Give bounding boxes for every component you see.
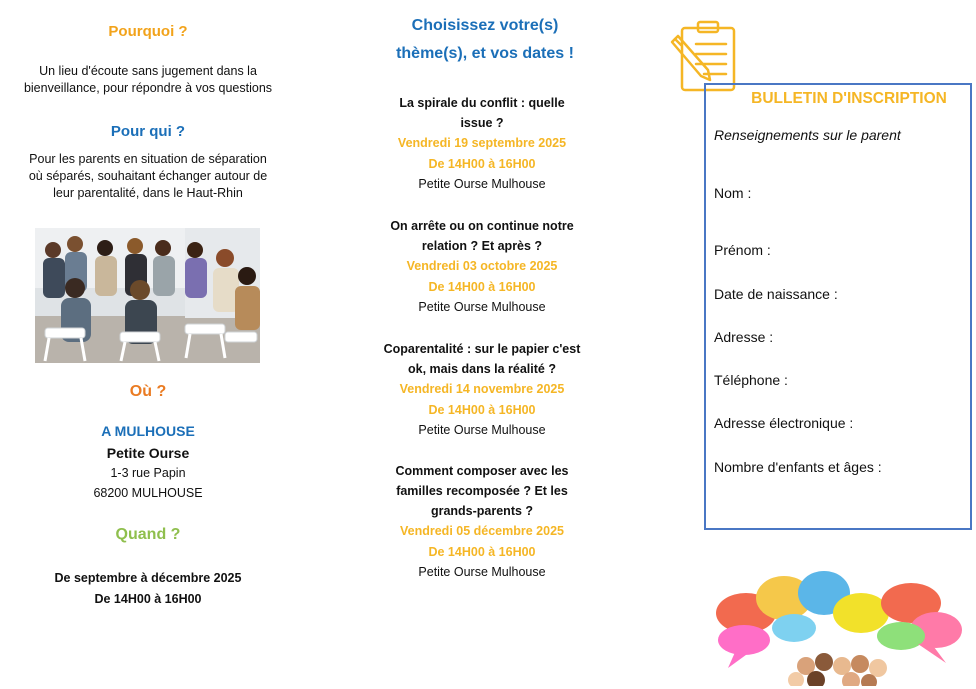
- theme-place: Petite Ourse Mulhouse: [418, 177, 546, 191]
- pourqui-heading: Pour qui ?: [110, 123, 186, 140]
- field-enfants[interactable]: Nombre d'enfants et âges :: [714, 459, 882, 475]
- theme-time: De 14H00 à 16H00: [428, 544, 536, 559]
- theme-title: Coparentalité : sur le papier c'est: [383, 342, 581, 356]
- pourquoi-heading: Pourquoi ?: [108, 23, 188, 40]
- period-text: De septembre à décembre 2025: [54, 571, 242, 585]
- form-subtitle: Renseignements sur le parent: [714, 127, 901, 143]
- theme-time: De 14H00 à 16H00: [428, 156, 536, 171]
- hours-text: De 14H00 à 16H00: [94, 592, 202, 606]
- theme-title: ok, mais dans la réalité ?: [408, 362, 556, 376]
- theme-block-1: [370, 93, 594, 194]
- venue-street: 1-3 rue Papin: [110, 466, 186, 480]
- theme-date: Vendredi 19 septembre 2025: [397, 136, 567, 150]
- field-prenom[interactable]: Prénom :: [714, 242, 771, 258]
- field-nom[interactable]: Nom :: [714, 185, 752, 201]
- field-telephone[interactable]: Téléphone :: [714, 372, 788, 388]
- venue-zip-city: 68200 MULHOUSE: [93, 486, 203, 500]
- theme-block-2: [370, 216, 594, 317]
- field-email[interactable]: Adresse électronique :: [714, 415, 854, 431]
- ou-heading: Où ?: [129, 383, 167, 400]
- themes-title-line2: thème(s), et vos dates !: [396, 45, 574, 62]
- theme-title: On arrête ou on continue notre: [390, 219, 574, 233]
- quand-heading: Quand ?: [115, 526, 181, 543]
- theme-block-3: [360, 339, 604, 440]
- field-adresse[interactable]: Adresse :: [714, 329, 774, 345]
- themes-title-line1: Choisissez votre(s): [411, 17, 559, 34]
- pourquoi-text: Un lieu d'écoute sans jugement dans la bienveillance, pour répondre à vos questions: [23, 64, 273, 95]
- theme-date: Vendredi 05 décembre 2025: [400, 524, 564, 538]
- theme-title: familles recomposée ? Et les: [396, 484, 568, 498]
- theme-title: issue ?: [460, 116, 504, 130]
- theme-block-4: [370, 461, 594, 582]
- pourqui-text: Pour les parents en situation de séparation où séparés, souhaitant échanger autour de leur parentalité, dans le Haut-Rhin: [28, 152, 268, 200]
- theme-title: grands-parents ?: [430, 504, 534, 518]
- theme-time: De 14H00 à 16H00: [428, 279, 536, 294]
- venue-name: Petite Ourse: [106, 445, 190, 461]
- theme-title: relation ? Et après ?: [421, 239, 543, 253]
- speech-bubbles-illustration: [706, 568, 970, 686]
- group-photo: [35, 228, 260, 363]
- theme-place: Petite Ourse Mulhouse: [418, 565, 546, 579]
- theme-place: Petite Ourse Mulhouse: [418, 423, 546, 437]
- theme-title: Comment composer avec les: [395, 464, 569, 478]
- theme-place: Petite Ourse Mulhouse: [418, 300, 546, 314]
- field-date-naissance[interactable]: Date de naissance :: [714, 286, 838, 302]
- city-label: A MULHOUSE: [101, 423, 195, 439]
- theme-date: Vendredi 14 novembre 2025: [399, 382, 565, 396]
- form-title: BULLETIN D'INSCRIPTION: [738, 90, 960, 108]
- theme-date: Vendredi 03 octobre 2025: [406, 259, 558, 273]
- theme-time: De 14H00 à 16H00: [428, 402, 536, 417]
- theme-title: La spirale du conflit : quelle: [399, 96, 565, 110]
